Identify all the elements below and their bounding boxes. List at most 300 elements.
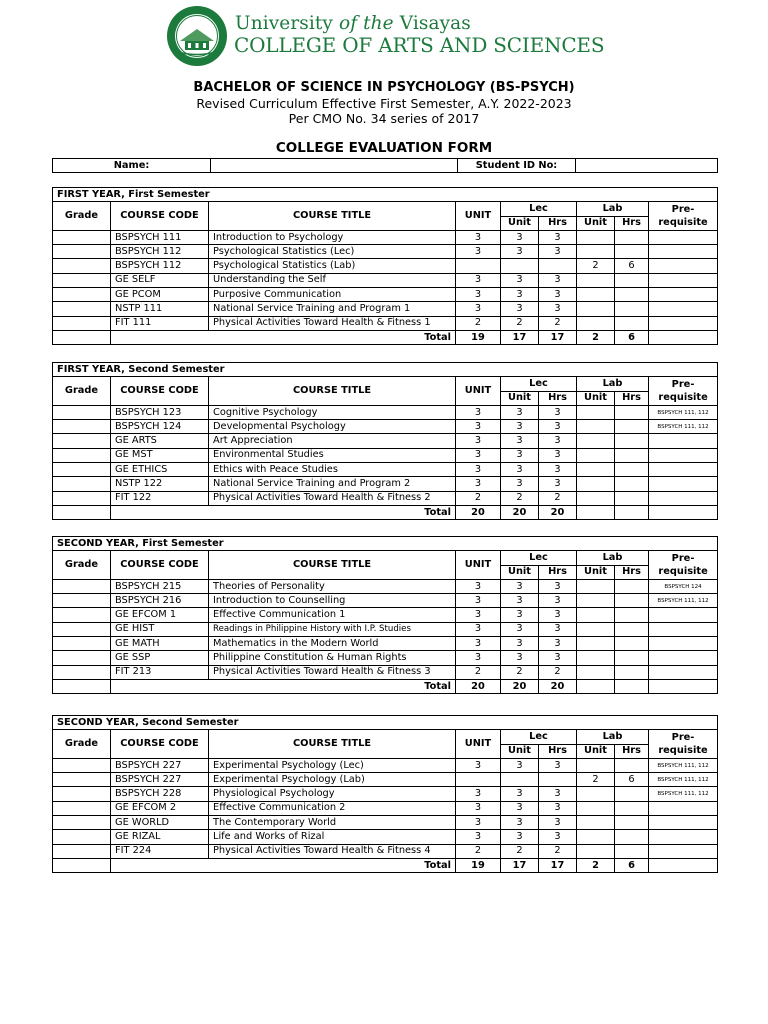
lab-unit-header: Unit bbox=[577, 391, 615, 405]
semester-table bbox=[52, 362, 718, 520]
lab-unit-cell bbox=[577, 787, 615, 801]
table-row bbox=[53, 830, 718, 844]
lab-unit-cell bbox=[577, 651, 615, 665]
unit-cell: 3 bbox=[456, 434, 501, 448]
course-title-cell: Ethics with Peace Studies bbox=[209, 463, 456, 477]
unit-cell: 3 bbox=[456, 302, 501, 316]
course-title-cell: Physical Activities Toward Health & Fitness 4 bbox=[209, 844, 456, 858]
table-row bbox=[53, 594, 718, 608]
prerequisite-cell: BSPSYCH 111, 112 bbox=[649, 787, 718, 801]
lab-hrs-cell bbox=[615, 420, 649, 434]
course-code-cell: BSPSYCH 123 bbox=[111, 405, 209, 419]
total-prereq-cell bbox=[649, 330, 718, 344]
total-grade-cell bbox=[53, 679, 111, 693]
curriculum-text: Revised Curriculum Effective First Semester, A.Y. 2022-2023 bbox=[196, 96, 572, 111]
course-code-header: COURSE CODE bbox=[111, 551, 209, 580]
semester-title: SECOND YEAR, First Semester bbox=[53, 537, 718, 551]
prerequisite-cell: BSPSYCH 111, 112 bbox=[649, 758, 718, 772]
course-title-cell: Introduction to Psychology bbox=[209, 230, 456, 244]
unit-cell: 3 bbox=[456, 608, 501, 622]
grade-cell[interactable] bbox=[53, 830, 111, 844]
unit-cell: 3 bbox=[456, 230, 501, 244]
lab-hrs-cell bbox=[615, 594, 649, 608]
total-lec-hrs: 20 bbox=[539, 505, 577, 519]
table-row bbox=[53, 844, 718, 858]
prerequisite-cell: BSPSYCH 111, 112 bbox=[649, 405, 718, 419]
table-row bbox=[53, 579, 718, 593]
lab-hrs-cell: 6 bbox=[615, 259, 649, 273]
table-row bbox=[53, 491, 718, 505]
table-row bbox=[53, 405, 718, 419]
grade-cell[interactable] bbox=[53, 316, 111, 330]
lec-unit-cell: 3 bbox=[501, 787, 539, 801]
course-code-cell: GE RIZAL bbox=[111, 830, 209, 844]
total-lec-unit: 17 bbox=[501, 330, 539, 344]
course-title-cell: Philippine Constitution & Human Rights bbox=[209, 651, 456, 665]
course-title-cell: Effective Communication 1 bbox=[209, 608, 456, 622]
lec-unit-cell: 3 bbox=[501, 758, 539, 772]
prerequisite-cell bbox=[649, 844, 718, 858]
grade-cell[interactable] bbox=[53, 758, 111, 772]
grade-cell[interactable] bbox=[53, 477, 111, 491]
total-grade-cell bbox=[53, 858, 111, 872]
total-lab-hrs: 6 bbox=[615, 330, 649, 344]
lab-header: Lab bbox=[577, 377, 649, 391]
total-unit: 20 bbox=[456, 505, 501, 519]
grade-header: Grade bbox=[53, 730, 111, 759]
lec-header: Lec bbox=[501, 377, 577, 391]
lec-hrs-cell: 3 bbox=[539, 608, 577, 622]
grade-cell[interactable] bbox=[53, 405, 111, 419]
lab-hrs-cell bbox=[615, 434, 649, 448]
unit-cell: 3 bbox=[456, 816, 501, 830]
lec-unit-header: Unit bbox=[501, 744, 539, 758]
lec-unit-cell: 3 bbox=[501, 448, 539, 462]
table-row bbox=[53, 420, 718, 434]
prerequisite-header: Pre-requisite bbox=[649, 730, 718, 759]
total-row bbox=[53, 330, 718, 344]
lab-hrs-cell bbox=[615, 579, 649, 593]
table-row bbox=[53, 758, 718, 772]
prerequisite-cell: BSPSYCH 111, 112 bbox=[649, 773, 718, 787]
semester-title: SECOND YEAR, Second Semester bbox=[53, 716, 718, 730]
unit-cell bbox=[456, 259, 501, 273]
grade-cell[interactable] bbox=[53, 622, 111, 636]
unit-cell: 3 bbox=[456, 758, 501, 772]
course-title-cell: Experimental Psychology (Lec) bbox=[209, 758, 456, 772]
lec-hrs-cell: 3 bbox=[539, 758, 577, 772]
name-label: Name: bbox=[53, 159, 211, 173]
lec-unit-cell: 3 bbox=[501, 405, 539, 419]
lec-hrs-cell: 3 bbox=[539, 420, 577, 434]
lec-hrs-header: Hrs bbox=[539, 216, 577, 230]
course-code-cell: BSPSYCH 227 bbox=[111, 773, 209, 787]
unit-header: UNIT bbox=[456, 551, 501, 580]
course-title-cell: National Service Training and Program 1 bbox=[209, 302, 456, 316]
grade-cell[interactable] bbox=[53, 302, 111, 316]
table-row bbox=[53, 651, 718, 665]
lec-header: Lec bbox=[501, 551, 577, 565]
total-unit: 20 bbox=[456, 679, 501, 693]
total-label: Total bbox=[111, 858, 456, 872]
unit-cell: 3 bbox=[456, 622, 501, 636]
table-row bbox=[53, 665, 718, 679]
course-code-cell: BSPSYCH 215 bbox=[111, 579, 209, 593]
table-row bbox=[53, 801, 718, 815]
unit-header: UNIT bbox=[456, 730, 501, 759]
lec-unit-cell: 2 bbox=[501, 491, 539, 505]
prerequisite-cell bbox=[649, 830, 718, 844]
course-title-cell: Art Appreciation bbox=[209, 434, 456, 448]
unit-cell bbox=[456, 773, 501, 787]
lec-unit-cell bbox=[501, 773, 539, 787]
grade-cell[interactable] bbox=[53, 259, 111, 273]
lec-hrs-cell: 3 bbox=[539, 637, 577, 651]
lec-unit-cell: 3 bbox=[501, 622, 539, 636]
course-code-cell: BSPSYCH 124 bbox=[111, 420, 209, 434]
lab-unit-cell bbox=[577, 420, 615, 434]
lab-unit-cell bbox=[577, 273, 615, 287]
lec-hrs-cell bbox=[539, 259, 577, 273]
lab-hrs-cell bbox=[615, 758, 649, 772]
lab-hrs-cell bbox=[615, 651, 649, 665]
lab-unit-cell bbox=[577, 288, 615, 302]
unit-cell: 3 bbox=[456, 448, 501, 462]
lab-hrs-cell: 6 bbox=[615, 773, 649, 787]
lec-unit-cell: 3 bbox=[501, 801, 539, 815]
table-row bbox=[53, 816, 718, 830]
table-row bbox=[53, 245, 718, 259]
semester-table bbox=[52, 715, 718, 873]
course-title-cell: Purposive Communication bbox=[209, 288, 456, 302]
lab-hrs-cell bbox=[615, 622, 649, 636]
university-name: University of the Visayas bbox=[235, 13, 471, 34]
unit-cell: 3 bbox=[456, 420, 501, 434]
course-title-cell: Developmental Psychology bbox=[209, 420, 456, 434]
total-label: Total bbox=[111, 330, 456, 344]
prerequisite-cell bbox=[649, 448, 718, 462]
lec-unit-cell: 3 bbox=[501, 594, 539, 608]
course-code-cell: BSPSYCH 216 bbox=[111, 594, 209, 608]
total-lab-hrs: 6 bbox=[615, 858, 649, 872]
lec-unit-cell: 3 bbox=[501, 245, 539, 259]
grade-header: Grade bbox=[53, 377, 111, 406]
lab-hrs-cell bbox=[615, 405, 649, 419]
lec-hrs-cell: 3 bbox=[539, 477, 577, 491]
unit-cell: 2 bbox=[456, 316, 501, 330]
course-code-cell: BSPSYCH 112 bbox=[111, 259, 209, 273]
course-code-cell: GE ETHICS bbox=[111, 463, 209, 477]
total-grade-cell bbox=[53, 330, 111, 344]
unit-cell: 2 bbox=[456, 491, 501, 505]
semester-title: FIRST YEAR, First Semester bbox=[53, 188, 718, 202]
lec-hrs-cell: 2 bbox=[539, 844, 577, 858]
grade-cell[interactable] bbox=[53, 773, 111, 787]
lec-hrs-header: Hrs bbox=[539, 391, 577, 405]
course-code-cell: NSTP 111 bbox=[111, 302, 209, 316]
unit-cell: 3 bbox=[456, 651, 501, 665]
grade-cell[interactable] bbox=[53, 273, 111, 287]
course-code-cell: GE PCOM bbox=[111, 288, 209, 302]
unit-cell: 3 bbox=[456, 273, 501, 287]
grade-cell[interactable] bbox=[53, 245, 111, 259]
grade-cell[interactable] bbox=[53, 230, 111, 244]
course-title-cell: National Service Training and Program 2 bbox=[209, 477, 456, 491]
course-title-cell: Experimental Psychology (Lab) bbox=[209, 773, 456, 787]
course-title-cell: Physiological Psychology bbox=[209, 787, 456, 801]
table-row bbox=[53, 637, 718, 651]
lec-unit-cell: 3 bbox=[501, 477, 539, 491]
lec-hrs-cell: 3 bbox=[539, 816, 577, 830]
lec-hrs-header: Hrs bbox=[539, 565, 577, 579]
lab-unit-cell bbox=[577, 491, 615, 505]
lab-hrs-cell bbox=[615, 230, 649, 244]
grade-cell[interactable] bbox=[53, 637, 111, 651]
course-code-cell: BSPSYCH 227 bbox=[111, 758, 209, 772]
lec-hrs-cell: 3 bbox=[539, 801, 577, 815]
lab-hrs-cell bbox=[615, 448, 649, 462]
lec-header: Lec bbox=[501, 730, 577, 744]
lab-unit-cell bbox=[577, 844, 615, 858]
course-code-cell: GE SELF bbox=[111, 273, 209, 287]
lab-hrs-cell bbox=[615, 787, 649, 801]
unit-cell: 3 bbox=[456, 594, 501, 608]
total-lab-unit bbox=[577, 505, 615, 519]
lec-hrs-cell: 3 bbox=[539, 302, 577, 316]
lab-unit-cell bbox=[577, 801, 615, 815]
lec-unit-cell: 3 bbox=[501, 434, 539, 448]
unit-cell: 3 bbox=[456, 463, 501, 477]
course-title-cell: Readings in Philippine History with I.P. Studies bbox=[209, 622, 456, 636]
total-row bbox=[53, 679, 718, 693]
lab-hrs-cell bbox=[615, 665, 649, 679]
lec-unit-cell: 3 bbox=[501, 637, 539, 651]
lec-unit-cell: 2 bbox=[501, 665, 539, 679]
total-prereq-cell bbox=[649, 858, 718, 872]
course-code-cell: FIT 224 bbox=[111, 844, 209, 858]
grade-cell[interactable] bbox=[53, 665, 111, 679]
lec-hrs-cell bbox=[539, 773, 577, 787]
lab-hrs-header: Hrs bbox=[615, 565, 649, 579]
lec-unit-cell: 3 bbox=[501, 830, 539, 844]
name-field[interactable] bbox=[211, 159, 458, 173]
lab-hrs-cell bbox=[615, 463, 649, 477]
course-code-cell: BSPSYCH 112 bbox=[111, 245, 209, 259]
grade-cell[interactable] bbox=[53, 420, 111, 434]
prerequisite-cell bbox=[649, 816, 718, 830]
lec-unit-header: Unit bbox=[501, 391, 539, 405]
lab-unit-cell bbox=[577, 477, 615, 491]
course-title-cell: Physical Activities Toward Health & Fitness 3 bbox=[209, 665, 456, 679]
lec-unit-cell: 3 bbox=[501, 463, 539, 477]
lec-hrs-cell: 3 bbox=[539, 830, 577, 844]
table-row bbox=[53, 316, 718, 330]
lec-hrs-cell: 3 bbox=[539, 622, 577, 636]
lec-hrs-cell: 3 bbox=[539, 245, 577, 259]
prerequisite-header: Pre-requisite bbox=[649, 377, 718, 406]
course-title-cell: Cognitive Psychology bbox=[209, 405, 456, 419]
lab-hrs-cell bbox=[615, 477, 649, 491]
total-lab-unit bbox=[577, 679, 615, 693]
unit-cell: 3 bbox=[456, 830, 501, 844]
unit-cell: 2 bbox=[456, 844, 501, 858]
course-title-cell: Life and Works of Rizal bbox=[209, 830, 456, 844]
lab-unit-cell bbox=[577, 594, 615, 608]
course-title-cell: Physical Activities Toward Health & Fitness 1 bbox=[209, 316, 456, 330]
course-title-cell: Introduction to Counselling bbox=[209, 594, 456, 608]
lec-unit-cell: 3 bbox=[501, 273, 539, 287]
lec-hrs-cell: 3 bbox=[539, 594, 577, 608]
lec-unit-cell: 3 bbox=[501, 288, 539, 302]
course-code-header: COURSE CODE bbox=[111, 730, 209, 759]
course-code-cell: BSPSYCH 111 bbox=[111, 230, 209, 244]
table-row bbox=[53, 434, 718, 448]
table-row bbox=[53, 259, 718, 273]
lab-unit-cell bbox=[577, 816, 615, 830]
course-title-cell: Environmental Studies bbox=[209, 448, 456, 462]
lab-unit-header: Unit bbox=[577, 565, 615, 579]
lec-unit-cell: 2 bbox=[501, 844, 539, 858]
lec-hrs-cell: 3 bbox=[539, 463, 577, 477]
grade-cell[interactable] bbox=[53, 579, 111, 593]
prerequisite-header: Pre-requisite bbox=[649, 202, 718, 231]
total-lec-unit: 17 bbox=[501, 858, 539, 872]
total-row bbox=[53, 505, 718, 519]
course-title-cell: Psychological Statistics (Lab) bbox=[209, 259, 456, 273]
course-title-cell: Physical Activities Toward Health & Fitness 2 bbox=[209, 491, 456, 505]
total-label: Total bbox=[111, 505, 456, 519]
lec-hrs-cell: 3 bbox=[539, 288, 577, 302]
table-row bbox=[53, 477, 718, 491]
prerequisite-cell bbox=[649, 651, 718, 665]
student-id-field[interactable] bbox=[576, 159, 718, 173]
total-lec-hrs: 17 bbox=[539, 330, 577, 344]
lab-unit-cell bbox=[577, 463, 615, 477]
lab-unit-cell bbox=[577, 405, 615, 419]
lec-unit-cell: 2 bbox=[501, 316, 539, 330]
unit-cell: 3 bbox=[456, 801, 501, 815]
lec-hrs-cell: 3 bbox=[539, 273, 577, 287]
table-row bbox=[53, 463, 718, 477]
program-name: BACHELOR OF SCIENCE IN PSYCHOLOGY (BS-PSYCH) bbox=[193, 80, 575, 95]
grade-cell[interactable] bbox=[53, 816, 111, 830]
grade-cell[interactable] bbox=[53, 434, 111, 448]
unit-header: UNIT bbox=[456, 202, 501, 231]
unit-cell: 3 bbox=[456, 245, 501, 259]
lec-unit-cell: 3 bbox=[501, 420, 539, 434]
prerequisite-cell bbox=[649, 801, 718, 815]
grade-cell[interactable] bbox=[53, 594, 111, 608]
grade-cell[interactable] bbox=[53, 288, 111, 302]
prerequisite-cell bbox=[649, 477, 718, 491]
unit-header: UNIT bbox=[456, 377, 501, 406]
table-row bbox=[53, 230, 718, 244]
unit-cell: 2 bbox=[456, 665, 501, 679]
prerequisite-cell bbox=[649, 288, 718, 302]
lab-hrs-cell bbox=[615, 844, 649, 858]
course-title-header: COURSE TITLE bbox=[209, 202, 456, 231]
course-code-cell: GE EFCOM 1 bbox=[111, 608, 209, 622]
prerequisite-cell bbox=[649, 316, 718, 330]
header bbox=[166, 5, 636, 67]
lab-hrs-cell bbox=[615, 801, 649, 815]
unit-cell: 3 bbox=[456, 787, 501, 801]
semester-table bbox=[52, 536, 718, 694]
grade-header: Grade bbox=[53, 551, 111, 580]
lab-unit-cell: 2 bbox=[577, 259, 615, 273]
course-title-cell: Psychological Statistics (Lec) bbox=[209, 245, 456, 259]
total-lec-unit: 20 bbox=[501, 505, 539, 519]
unit-cell: 3 bbox=[456, 579, 501, 593]
student-info-table bbox=[52, 158, 718, 173]
lab-unit-cell bbox=[577, 622, 615, 636]
lab-unit-cell bbox=[577, 637, 615, 651]
prerequisite-cell bbox=[649, 245, 718, 259]
grade-cell[interactable] bbox=[53, 448, 111, 462]
semester-title: FIRST YEAR, Second Semester bbox=[53, 363, 718, 377]
prerequisite-cell: BSPSYCH 124 bbox=[649, 579, 718, 593]
course-code-cell: GE MATH bbox=[111, 637, 209, 651]
lab-unit-header: Unit bbox=[577, 744, 615, 758]
table-row bbox=[53, 273, 718, 287]
prerequisite-cell bbox=[649, 463, 718, 477]
grade-cell[interactable] bbox=[53, 787, 111, 801]
lab-unit-cell bbox=[577, 316, 615, 330]
prerequisite-cell bbox=[649, 230, 718, 244]
lec-unit-cell bbox=[501, 259, 539, 273]
total-lec-hrs: 20 bbox=[539, 679, 577, 693]
grade-cell[interactable] bbox=[53, 651, 111, 665]
lab-hrs-header: Hrs bbox=[615, 216, 649, 230]
lec-hrs-cell: 3 bbox=[539, 230, 577, 244]
lab-unit-cell bbox=[577, 245, 615, 259]
total-label: Total bbox=[111, 679, 456, 693]
lec-hrs-cell: 3 bbox=[539, 448, 577, 462]
grade-cell[interactable] bbox=[53, 491, 111, 505]
course-code-cell: GE ARTS bbox=[111, 434, 209, 448]
unit-cell: 3 bbox=[456, 477, 501, 491]
course-title-header: COURSE TITLE bbox=[209, 551, 456, 580]
lec-hrs-cell: 2 bbox=[539, 491, 577, 505]
lec-hrs-cell: 2 bbox=[539, 665, 577, 679]
cmo-text: Per CMO No. 34 series of 2017 bbox=[288, 111, 480, 126]
total-unit: 19 bbox=[456, 858, 501, 872]
lec-unit-header: Unit bbox=[501, 565, 539, 579]
lab-unit-cell bbox=[577, 579, 615, 593]
lab-hrs-cell bbox=[615, 830, 649, 844]
course-code-cell: NSTP 122 bbox=[111, 477, 209, 491]
prerequisite-cell bbox=[649, 273, 718, 287]
grade-cell[interactable] bbox=[53, 608, 111, 622]
prerequisite-cell bbox=[649, 302, 718, 316]
lab-hrs-cell bbox=[615, 302, 649, 316]
grade-cell[interactable] bbox=[53, 844, 111, 858]
course-title-header: COURSE TITLE bbox=[209, 730, 456, 759]
lec-hrs-cell: 3 bbox=[539, 579, 577, 593]
lec-hrs-header: Hrs bbox=[539, 744, 577, 758]
lab-unit-cell bbox=[577, 608, 615, 622]
prerequisite-cell bbox=[649, 665, 718, 679]
lec-header: Lec bbox=[501, 202, 577, 216]
form-title: COLLEGE EVALUATION FORM bbox=[275, 140, 493, 156]
total-lab-hrs bbox=[615, 505, 649, 519]
course-code-cell: GE HIST bbox=[111, 622, 209, 636]
lab-unit-cell bbox=[577, 665, 615, 679]
program-info bbox=[0, 80, 768, 126]
grade-cell[interactable] bbox=[53, 463, 111, 477]
lab-unit-cell bbox=[577, 448, 615, 462]
grade-cell[interactable] bbox=[53, 801, 111, 815]
